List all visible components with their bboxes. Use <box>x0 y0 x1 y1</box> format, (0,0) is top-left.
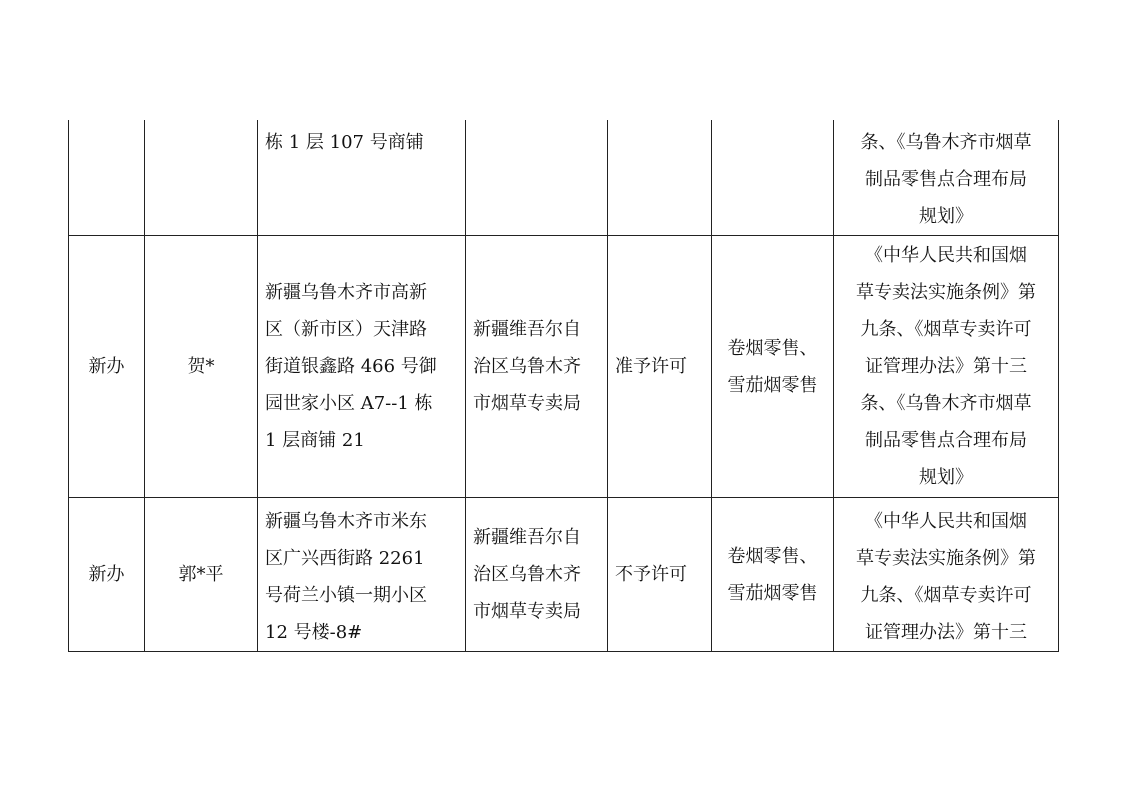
table-row <box>69 236 1059 498</box>
basis-line: 九条、《烟草专卖许可 <box>860 585 1032 606</box>
basis-line: 条、《乌鲁木齐市烟草 <box>860 132 1032 153</box>
license-type-cell: 新办 <box>69 236 145 498</box>
basis-line: 《中华人民共和国烟 <box>865 245 1027 266</box>
scope-line: 卷烟零售、 <box>727 337 818 359</box>
basis-line: 《中华人民共和国烟 <box>865 511 1027 532</box>
applicant-name-cell: 郭*平 <box>145 498 258 652</box>
applicant-name-cell <box>145 120 258 236</box>
authority-line: 新疆维吾尔自 <box>473 319 581 340</box>
table-row <box>69 498 1059 652</box>
license-type-cell: 新办 <box>69 498 145 652</box>
business-scope-cell <box>712 120 834 236</box>
basis-line: 草专卖法实施条例》第 <box>856 548 1036 569</box>
scope-line: 卷烟零售、 <box>727 545 818 567</box>
business-scope-cell <box>712 498 834 652</box>
applicant-name-cell: 贺* <box>145 236 258 498</box>
address-line: 号荷兰小镇一期小区 <box>265 585 427 606</box>
license-type-cell <box>69 120 145 236</box>
authority-line: 治区乌鲁木齐 <box>473 356 581 377</box>
decision-cell: 不予许可 <box>608 498 712 652</box>
decision-cell: 准予许可 <box>608 236 712 498</box>
legal-basis-cell <box>834 236 1059 498</box>
authority-line: 市烟草专卖局 <box>473 393 581 414</box>
legal-basis-cell <box>834 120 1059 236</box>
authority-line: 治区乌鲁木齐 <box>473 564 581 585</box>
basis-line: 条、《乌鲁木齐市烟草 <box>860 393 1032 414</box>
business-address-cell <box>258 120 466 236</box>
basis-line: 草专卖法实施条例》第 <box>856 282 1036 303</box>
issuing-authority-cell <box>466 120 608 236</box>
basis-line: 证管理办法》第十三 <box>865 622 1027 643</box>
address-line: 区（新市区）天津路 <box>265 319 427 340</box>
address-line: 新疆乌鲁木齐市米东 <box>265 511 427 532</box>
basis-line: 规划》 <box>919 467 973 488</box>
authority-line: 市烟草专卖局 <box>473 601 581 622</box>
scope-line: 雪茄烟零售 <box>727 374 818 396</box>
basis-line: 规划》 <box>919 206 973 227</box>
license-records-table <box>68 120 1059 652</box>
address-line: 园世家小区 A7--1 栋 <box>265 393 433 414</box>
basis-line: 九条、《烟草专卖许可 <box>860 319 1032 340</box>
address-line: 1 层商铺 21 <box>265 430 365 451</box>
table-row <box>69 120 1059 236</box>
basis-line: 制品零售点合理布局 <box>865 169 1027 190</box>
business-scope-cell <box>712 236 834 498</box>
address-line: 12 号楼-8# <box>265 622 363 643</box>
basis-line: 制品零售点合理布局 <box>865 430 1027 451</box>
address-line: 区广兴西街路 2261 <box>265 548 425 569</box>
business-address-cell <box>258 498 466 652</box>
issuing-authority-cell <box>466 236 608 498</box>
issuing-authority-cell <box>466 498 608 652</box>
authority-line: 新疆维吾尔自 <box>473 527 581 548</box>
basis-line: 证管理办法》第十三 <box>865 356 1027 377</box>
address-line: 街道银鑫路 466 号御 <box>265 356 437 377</box>
decision-cell <box>608 120 712 236</box>
business-address-cell <box>258 236 466 498</box>
address-line: 新疆乌鲁木齐市高新 <box>265 282 427 303</box>
scope-line: 雪茄烟零售 <box>727 582 818 604</box>
legal-basis-cell <box>834 498 1059 652</box>
address-line: 栋 1 层 107 号商铺 <box>265 132 424 153</box>
